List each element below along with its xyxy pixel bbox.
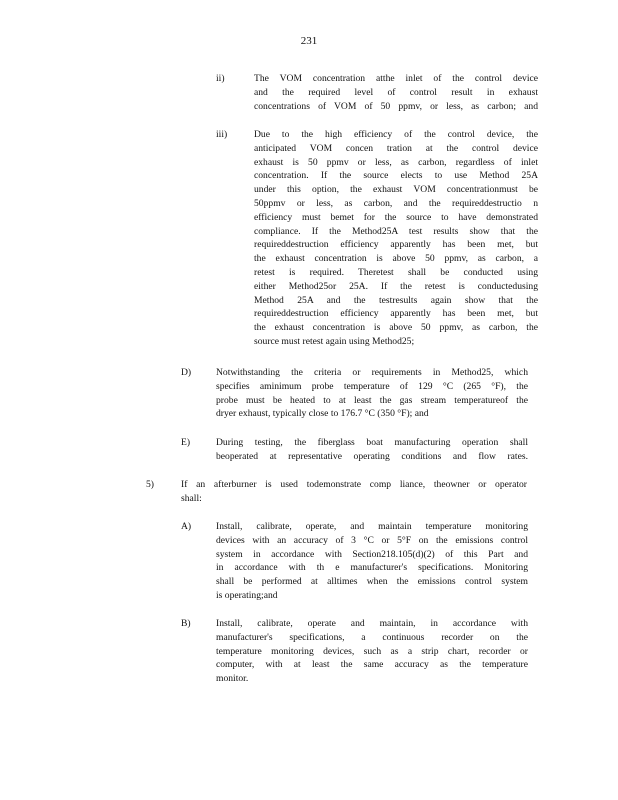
text-line: the exhaust concentration is above 50 ppmv, as carbon, the [254,322,538,334]
text-line: The VOM concentration atthe inlet of the control device [254,73,538,84]
item-label: iii) [216,129,228,140]
text-line: either Method25or 25A. If the retest is conductedusing [254,280,538,292]
paragraph-5 [181,478,527,506]
paragraph-b [216,617,528,686]
text-line: Method 25A and the testresults again show that the [254,294,538,306]
item-label: E) [181,437,191,448]
text-line: monitor. [216,673,249,685]
text-line: Install, calibrate, operate and maintain, in accordance with [216,618,528,629]
text-line: and the required level of control result in exhaust [254,86,538,98]
text-line: concentration. If the source elects to use Method 25A [254,170,538,182]
text-line: anticipated VOM concen tration at the control device [254,142,538,154]
item-label: B) [181,618,191,629]
text-line: concentrations of VOM of 50 ppmv, or less, as carbon; and [254,100,538,112]
page-number: 231 [300,35,318,47]
text-line: the exhaust concentration is above 50 ppmv, as carbon, a [254,253,538,265]
paragraph-iii [254,128,538,349]
text-line: Due to the high efficiency of the control device, the [254,129,538,140]
text-line: shall be performed at alltimes when the emissions control system [216,576,528,588]
paragraph-d [216,366,528,421]
text-line: compliance. If the Method25A test results show that the [254,225,538,237]
item-label: D) [181,367,192,378]
text-line: manufacturer's specifications, a continuous recorder on the [216,631,528,643]
text-line: dryer exhaust, typically close to 176.7 °C (350 °F); and [216,408,429,420]
text-line: Notwithstanding the criteria or requirements in Method25, which [216,367,528,378]
item-label: 5) [146,479,154,490]
text-line: efficiency must bemet for the source to have demonstrated [254,211,538,223]
text-line: source must retest again using Method25; [254,335,415,347]
item-label: A) [181,521,192,532]
text-line: system in accordance with Section218.105(d)(2) of this Part and [216,548,528,560]
text-line: During testing, the fiberglass boat manufacturing operation shall [216,437,528,448]
text-line: If an afterburner is used todemonstrate comp liance, theowner or operator [181,479,527,490]
text-line: in accordance with th e manufacturer's specifications. Monitoring [216,562,528,574]
text-line: is operating;and [216,589,278,601]
text-line: Install, calibrate, operate, and maintain temperature monitoring [216,521,528,532]
text-line: exhaust is 50 ppmv or less, as carbon, regardless of inlet [254,156,538,168]
text-line: specifies aminimum probe temperature of 129 °C (265 °F), the [216,380,528,392]
item-label: ii) [216,73,225,84]
text-line: requireddestruction efficiency apparently has been met, but [254,239,538,251]
paragraph-a [216,520,528,603]
text-line: requireddestruction efficiency apparently has been met, but [254,308,538,320]
text-line: computer, with at least the same accuracy as the temperature [216,659,528,671]
text-line: beoperated at representative operating conditions and flow rates. [216,450,528,462]
text-line: under this option, the exhaust VOM concentrationmust be [254,184,538,196]
text-line: temperature monitoring devices, such as a strip chart, recorder or [216,645,528,657]
text-line: devices with an accuracy of 3 °C or 5°F on the emissions control [216,534,528,546]
text-line: probe must be heated to at least the gas stream temperatureof the [216,394,528,406]
text-line: 50ppmv or less, as carbon, and the requireddestructio n [254,197,538,209]
text-line: shall: [181,492,202,504]
text-line: retest is required. Theretest shall be conducted using [254,266,538,278]
paragraph-e [216,436,528,464]
paragraph-ii [254,72,538,113]
